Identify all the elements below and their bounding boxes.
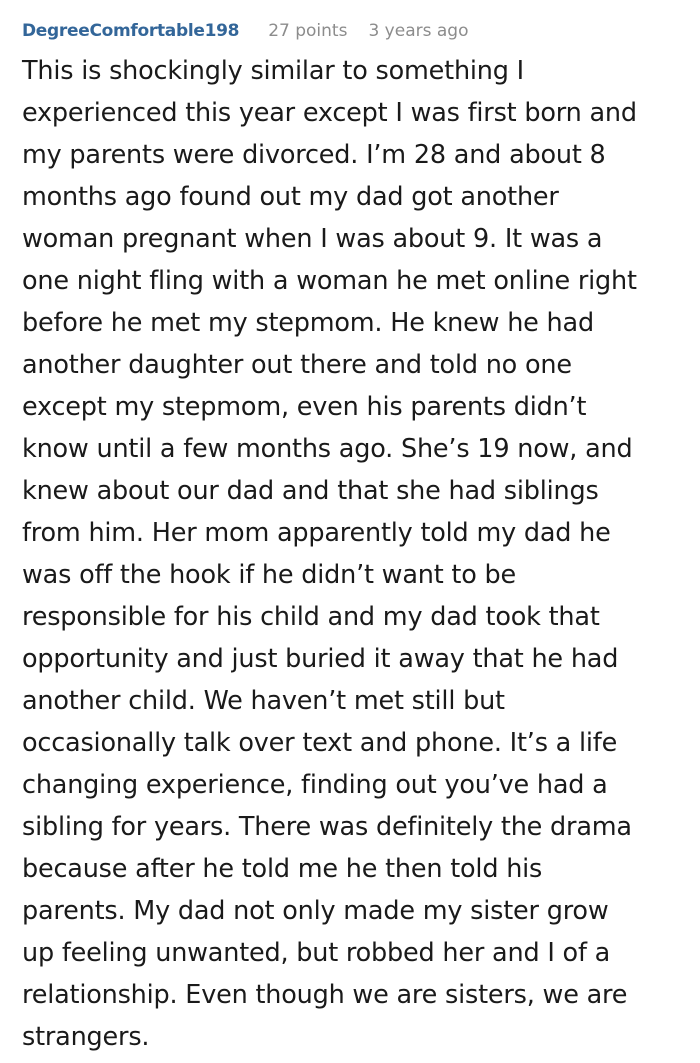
comment-timestamp: 3 years ago	[368, 21, 469, 41]
comment-points: 27 points	[268, 21, 348, 41]
comment-body-line: one night fling with a woman he met online right	[22, 266, 637, 296]
comment-body-line: because after he told me he then told his	[22, 854, 543, 884]
comment-body-line: from him. Her mom apparently told my dad he	[22, 518, 611, 548]
comment-body-line: know until a few months ago. She’s 19 now, and	[22, 434, 633, 464]
comment-body-line: responsible for his child and my dad took that	[22, 602, 600, 632]
comment-body-line: relationship. Even though we are sisters, we are	[22, 980, 628, 1010]
comment-body-line: parents. My dad not only made my sister grow	[22, 896, 609, 926]
comment-body-line: This is shockingly similar to something I	[22, 56, 524, 86]
comment-body-line: changing experience, finding out you’ve had a	[22, 770, 608, 800]
comment-meta	[22, 16, 682, 46]
comment-body-line: experienced this year except I was first born and	[22, 98, 637, 128]
comment-body-line: sibling for years. There was definitely the drama	[22, 812, 632, 842]
comment-body-line: occasionally talk over text and phone. It’s a life	[22, 728, 618, 758]
comment-body-line: opportunity and just buried it away that he had	[22, 644, 619, 674]
comment-body-line: before he met my stepmom. He knew he had	[22, 308, 594, 338]
comment-body-line: up feeling unwanted, but robbed her and I of a	[22, 938, 611, 968]
comment-body-line: another daughter out there and told no one	[22, 350, 572, 380]
comment-body-line: was off the hook if he didn’t want to be	[22, 560, 517, 590]
comment-body-line: months ago found out my dad got another	[22, 182, 559, 212]
comment-body-line: knew about our dad and that she had siblings	[22, 476, 599, 506]
comment	[22, 16, 682, 1058]
comment-body-line: strangers.	[22, 1022, 150, 1052]
comment-body-line: another child. We haven’t met still but	[22, 686, 505, 716]
comment-username[interactable]: DegreeComfortable198	[22, 21, 240, 41]
comment-body-line: woman pregnant when I was about 9. It was a	[22, 224, 603, 254]
comment-body-line: my parents were divorced. I’m 28 and about 8	[22, 140, 606, 170]
comment-body-line: except my stepmom, even his parents didn’t	[22, 392, 587, 422]
comment-body	[22, 50, 682, 1058]
